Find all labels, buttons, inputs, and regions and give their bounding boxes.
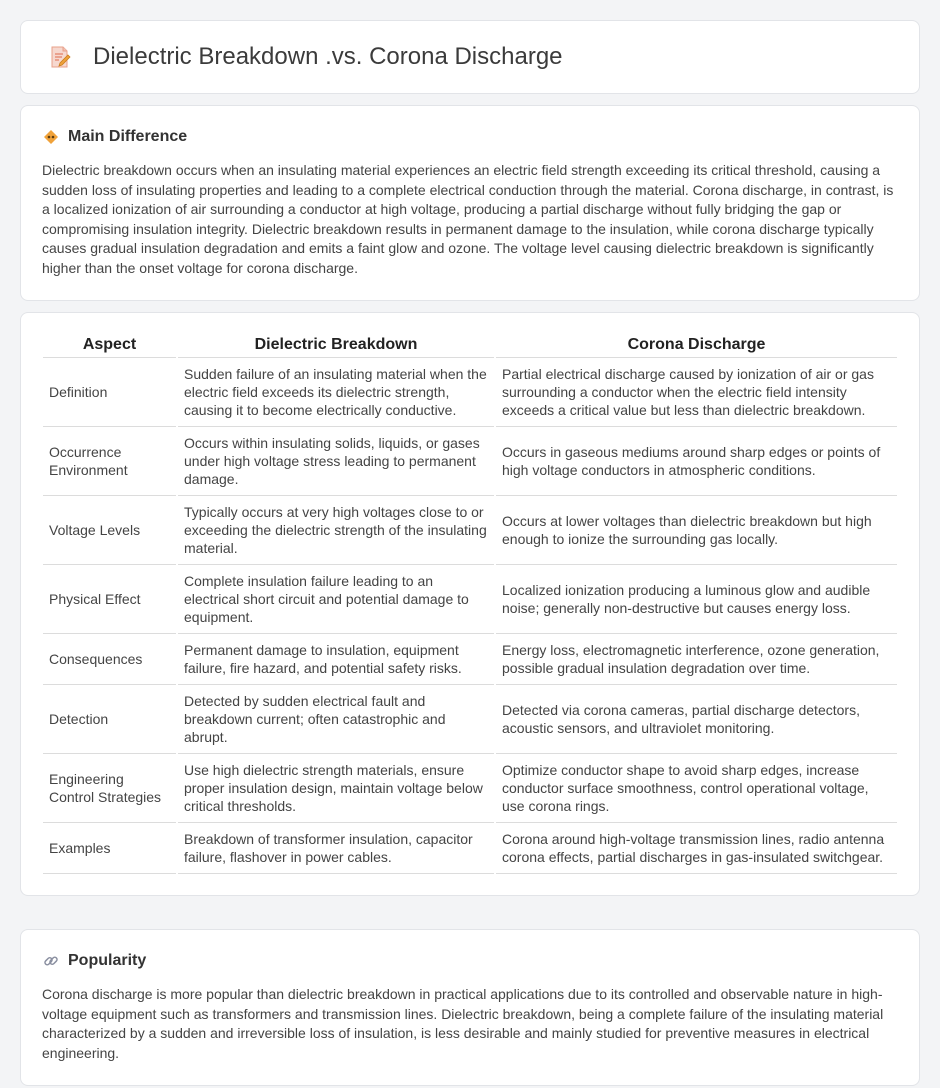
- corona-cell: Occurs in gaseous mediums around sharp edges or points of high voltage conductors in atmospheric conditions.: [496, 427, 897, 496]
- popularity-text: Corona discharge is more popular than dielectric breakdown in practical applications due to its controlled and observable nature in high-voltage equipment such as transformers and transmission lines. Dielectric breakdown, being a complete failure of the insulating material characterized by a sudden and irreversible loss of insulation, is less desirable and mainly studied for preventive measures in electrical engineering.: [42, 986, 884, 1061]
- table-row: [43, 823, 897, 874]
- main-difference-section: [20, 105, 920, 301]
- table-row: [43, 634, 897, 685]
- aspect-cell: Examples: [43, 823, 176, 874]
- table-row: [43, 496, 897, 565]
- breakdown-cell: Permanent damage to insulation, equipment failure, fire hazard, and potential safety risks.: [178, 634, 494, 685]
- breakdown-cell: Occurs within insulating solids, liquids, or gases under high voltage stress leading to permanent damage.: [178, 427, 494, 496]
- page-title: Dielectric Breakdown .vs. Corona Discharge: [93, 43, 563, 70]
- comparison-table: [41, 332, 899, 874]
- breakdown-cell: Sudden failure of an insulating material when the electric field exceeds its dielectric strength, causing it to become electrically conductive.: [178, 358, 494, 427]
- table-row: [43, 754, 897, 823]
- corona-cell: Detected via corona cameras, partial discharge detectors, acoustic sensors, and ultraviolet monitoring.: [496, 685, 897, 754]
- popularity-title: Popularity: [68, 952, 147, 969]
- aspect-cell: Consequences: [43, 634, 176, 685]
- table-row: [43, 358, 897, 427]
- table-row: [43, 427, 897, 496]
- aspect-cell: Physical Effect: [43, 565, 176, 634]
- table-header-row: [43, 332, 897, 358]
- corona-cell: Occurs at lower voltages than dielectric breakdown but high enough to ionize the surrounding gas locally.: [496, 496, 897, 565]
- breakdown-cell: Complete insulation failure leading to an electrical short circuit and potential damage to equipment.: [178, 565, 494, 634]
- breakdown-cell: Detected by sudden electrical fault and breakdown current; often catastrophic and abrupt.: [178, 685, 494, 754]
- aspect-cell: Engineering Control Strategies: [43, 754, 176, 823]
- aspect-cell: Detection: [43, 685, 176, 754]
- header-corona-discharge: Corona Discharge: [496, 332, 897, 358]
- breakdown-cell: Breakdown of transformer insulation, capacitor failure, flashover in power cables.: [178, 823, 494, 874]
- table-row: [43, 685, 897, 754]
- popularity-section: [20, 929, 920, 1086]
- main-difference-title: Main Difference: [68, 128, 188, 145]
- breakdown-cell: Use high dielectric strength materials, ensure proper insulation design, maintain voltage below critical thresholds.: [178, 754, 494, 823]
- table-row: [43, 565, 897, 634]
- corona-cell: Partial electrical discharge caused by ionization of air or gas surrounding a conductor when the electric field intensity exceeds a critical value but less than dielectric breakdown.: [496, 358, 897, 427]
- header-aspect: Aspect: [43, 332, 176, 358]
- diamond-warning-icon: [42, 129, 60, 145]
- header-dielectric-breakdown: Dielectric Breakdown: [178, 332, 494, 358]
- page-header: [20, 20, 920, 94]
- link-icon: [42, 953, 60, 969]
- corona-cell: Energy loss, electromagnetic interference, ozone generation, possible gradual insulation degradation over time.: [496, 634, 897, 685]
- main-difference-text: Dielectric breakdown occurs when an insulating material experiences an electric field strength exceeding its critical threshold, causing a sudden loss of insulating properties and leading to a complete electrical conduction through the material. Corona discharge, in contrast, is a localized ionization of air surrounding a conductor at high voltage, producing a partial discharge without fully bridging the gap or compromising insulation integrity. Dielectric breakdown results in permanent damage to the insulation, while corona discharge typically causes gradual insulation degradation and emits a faint glow and ozone. The voltage level causing dielectric breakdown is significantly higher than the onset voltage for corona discharge.: [42, 162, 894, 276]
- breakdown-cell: Typically occurs at very high voltages close to or exceeding the dielectric strength of the insulating material.: [178, 496, 494, 565]
- corona-cell: Optimize conductor shape to avoid sharp edges, increase conductor surface smoothness, control operational voltage, use corona rings.: [496, 754, 897, 823]
- aspect-cell: Occurrence Environment: [43, 427, 176, 496]
- corona-cell: Localized ionization producing a luminous glow and audible noise; generally non-destructive but causes energy loss.: [496, 565, 897, 634]
- corona-cell: Corona around high-voltage transmission lines, radio antenna corona effects, partial discharges in gas-insulated switchgear.: [496, 823, 897, 874]
- comparison-table-card: [20, 312, 920, 896]
- document-edit-icon: [47, 44, 73, 70]
- aspect-cell: Definition: [43, 358, 176, 427]
- aspect-cell: Voltage Levels: [43, 496, 176, 565]
